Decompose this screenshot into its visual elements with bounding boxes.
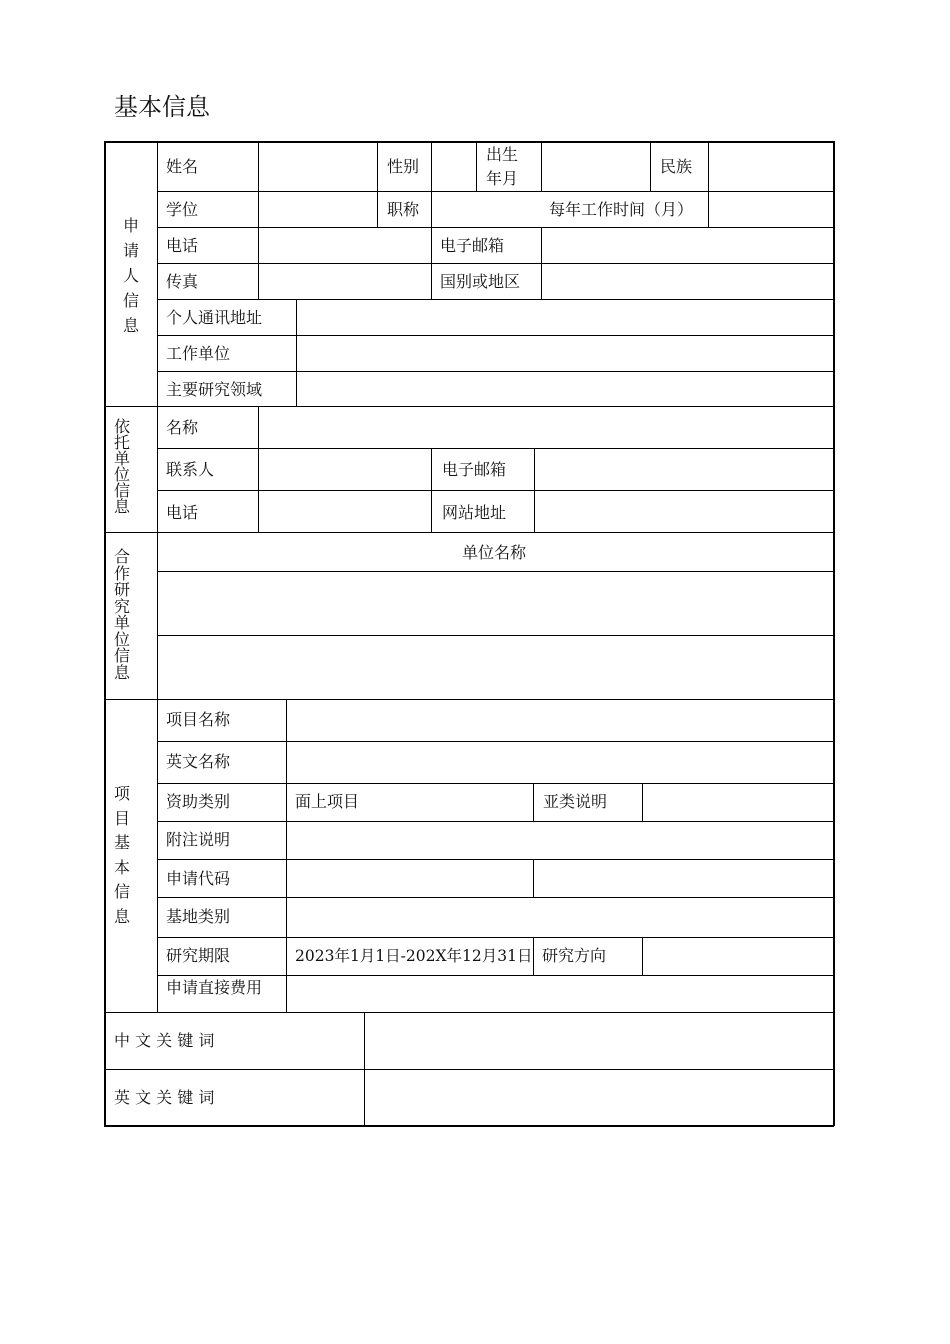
label-research-direction: 研究方向 — [542, 946, 607, 965]
label-host-email: 电子邮箱 — [442, 460, 507, 479]
section-project-label: 项目基本信息 — [114, 784, 131, 926]
value-funding-type: 面上项目 — [295, 792, 360, 811]
page-title: 基本信息 — [114, 93, 210, 121]
label-research-field: 主要研究领域 — [166, 380, 263, 399]
label-name: 姓名 — [166, 157, 199, 176]
label-title: 职称 — [387, 200, 420, 219]
label-mailing-address: 个人通讯地址 — [166, 308, 263, 327]
label-base-type: 基地类别 — [166, 907, 231, 926]
label-research-period: 研究期限 — [166, 946, 231, 965]
label-birth-line2: 年月 — [486, 169, 519, 188]
value-research-period: 2023年1月1日-202X年12月31日 — [295, 947, 533, 965]
label-funding-type: 资助类别 — [166, 792, 231, 811]
label-work-unit: 工作单位 — [166, 344, 231, 363]
section-host-unit-label: 依托单位信息 — [114, 417, 131, 516]
label-host-phone: 电话 — [166, 503, 199, 522]
label-host-website: 网站地址 — [442, 503, 507, 522]
label-host-name: 名称 — [166, 418, 199, 437]
label-english-name: 英文名称 — [166, 752, 231, 771]
label-unit-name-header: 单位名称 — [462, 543, 527, 562]
label-phone: 电话 — [166, 236, 199, 255]
section-applicant-label: 申请人信息 — [123, 216, 140, 335]
label-ethnicity: 民族 — [660, 157, 693, 176]
label-degree: 学位 — [166, 200, 199, 219]
label-subtype-note: 亚类说明 — [543, 792, 608, 811]
label-email: 电子邮箱 — [440, 236, 505, 255]
label-direct-cost: 申请直接费用 — [166, 978, 263, 997]
label-host-contact: 联系人 — [166, 460, 215, 479]
label-chinese-keywords: 中 文 关 键 词 — [114, 1031, 215, 1050]
label-fax: 传真 — [166, 272, 199, 291]
label-birth-line1: 出生 — [486, 145, 519, 164]
label-gender: 性别 — [387, 157, 420, 176]
label-project-name: 项目名称 — [166, 710, 231, 729]
label-attached-note: 附注说明 — [166, 830, 231, 849]
section-cooperating-unit-label: 合作研究单位信息 — [114, 547, 131, 682]
label-annual-work-time: 每年工作时间（月） — [549, 200, 694, 219]
label-application-code: 申请代码 — [166, 869, 231, 888]
label-english-keywords: 英 文 关 键 词 — [114, 1088, 215, 1107]
label-country-region: 国别或地区 — [440, 272, 521, 291]
